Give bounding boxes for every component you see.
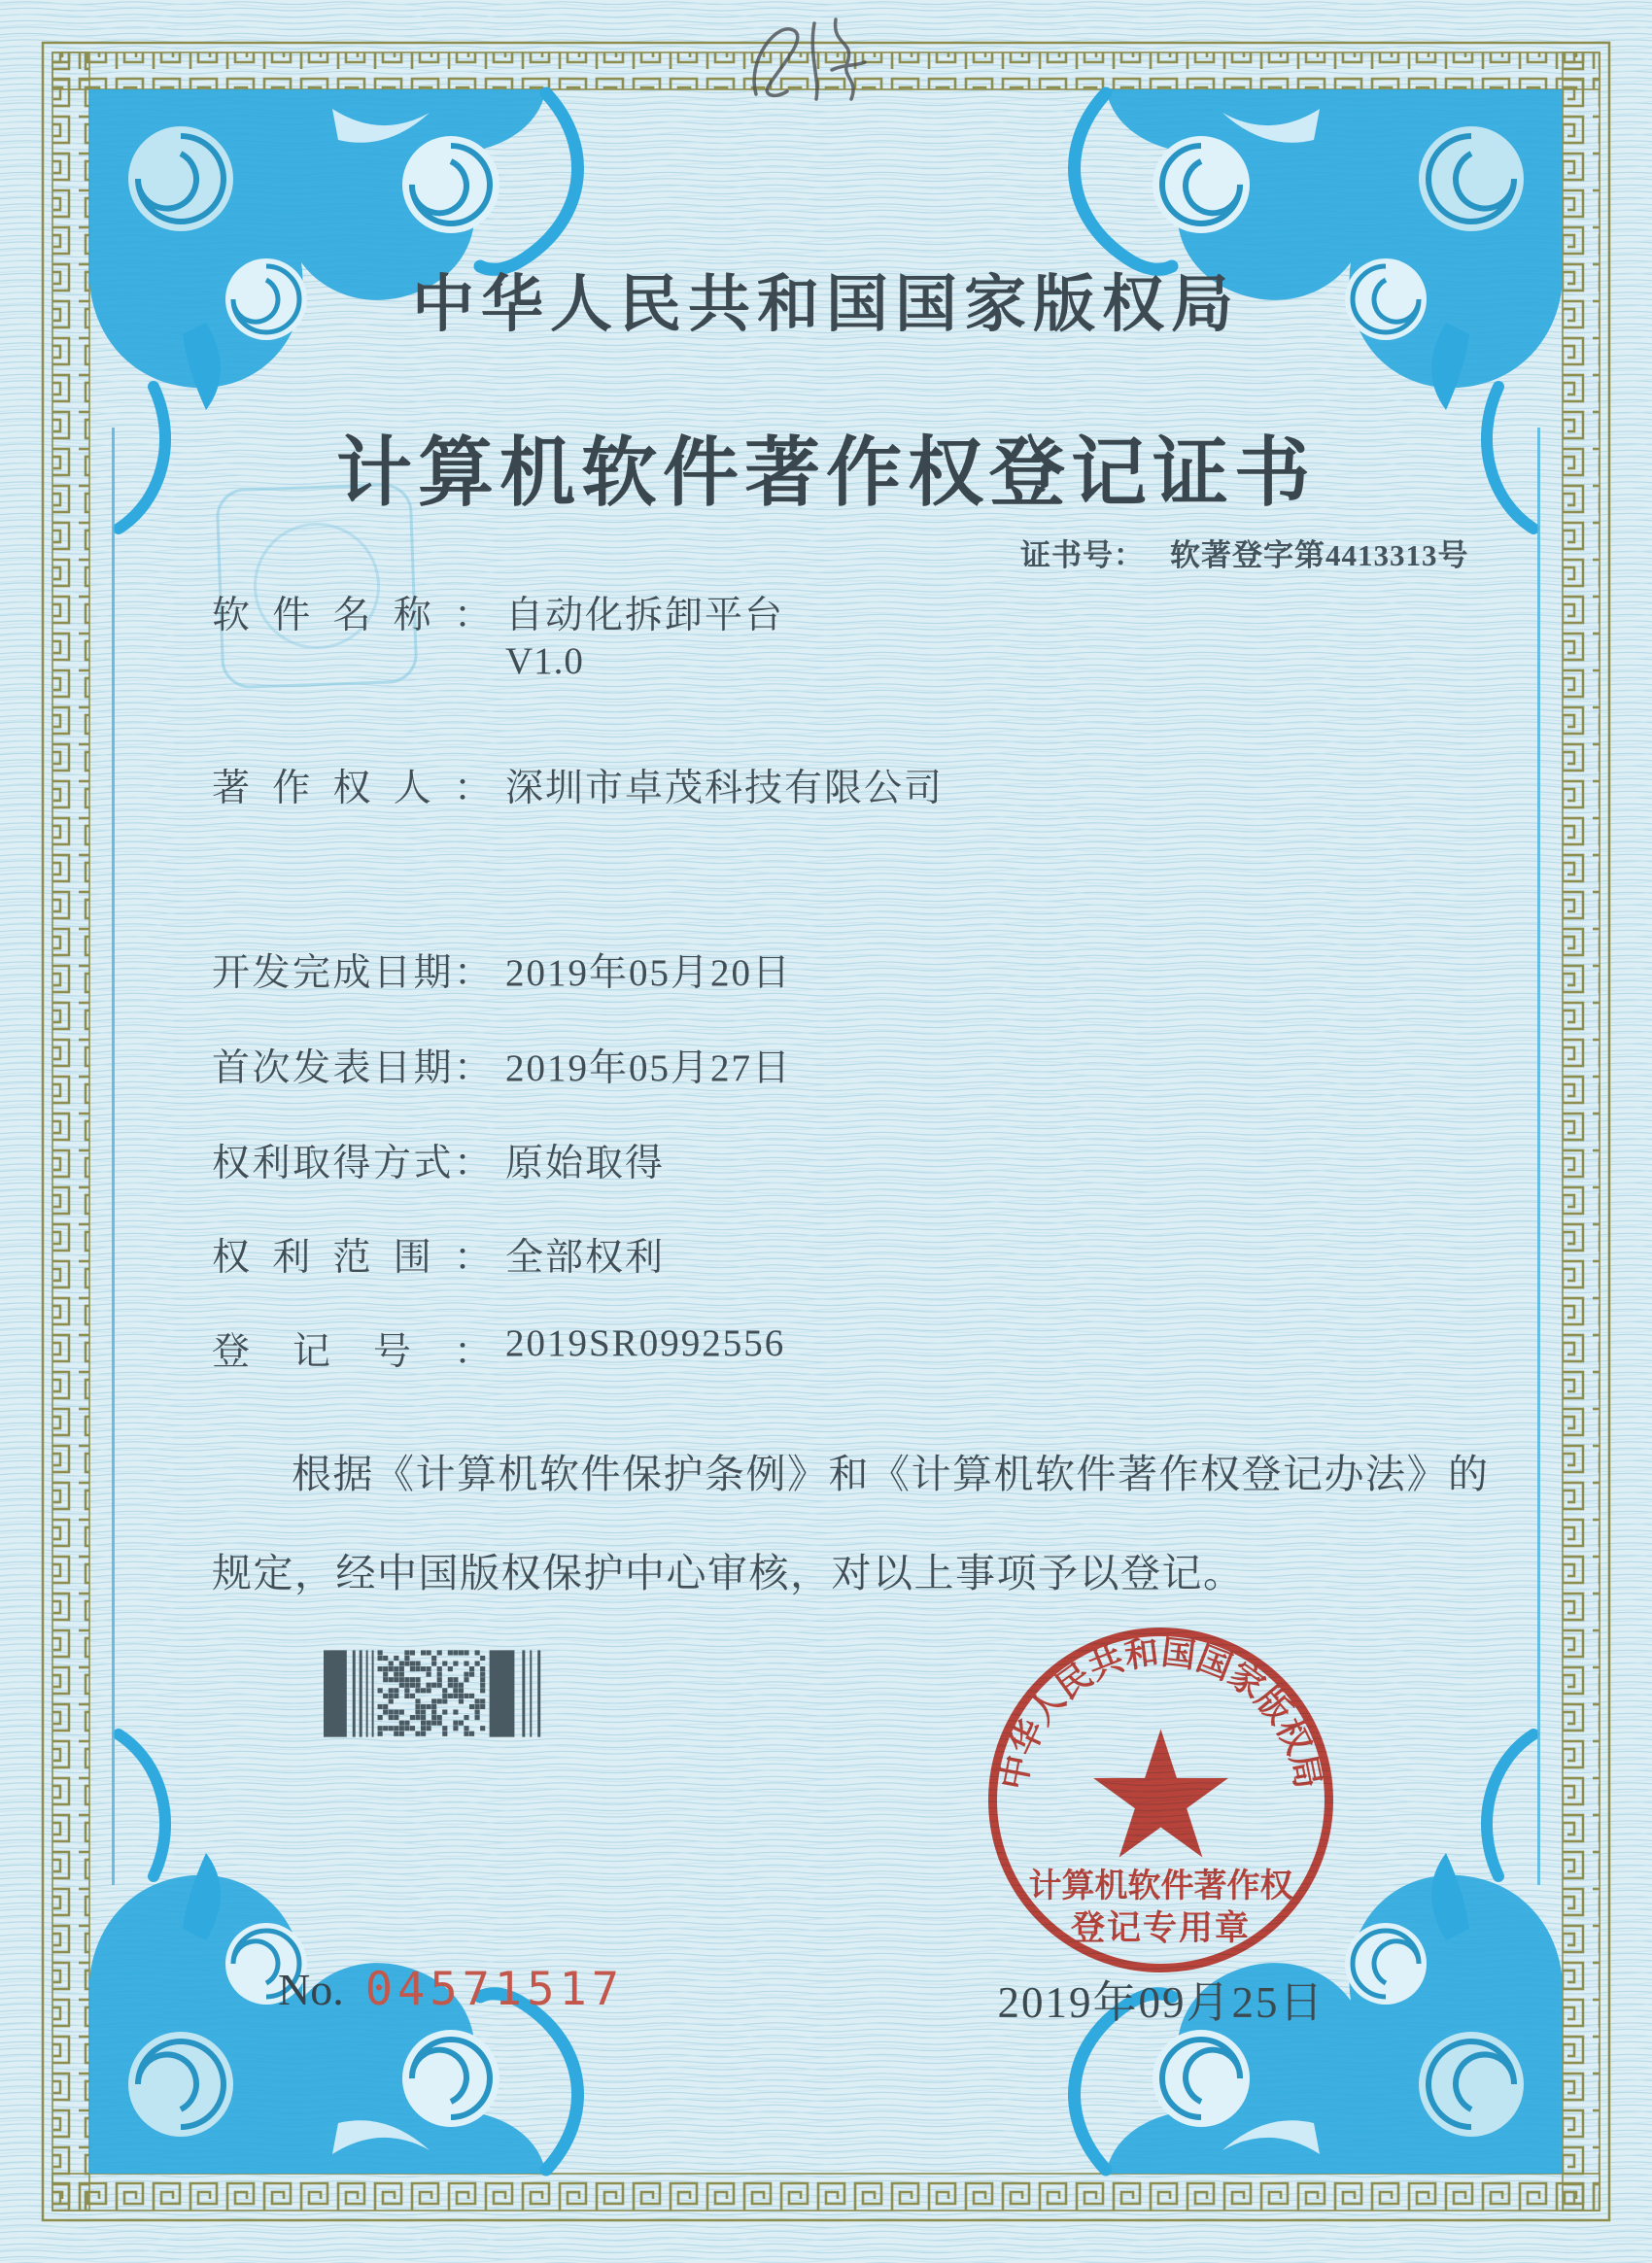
- seal-line1: 计算机软件著作权: [1028, 1869, 1293, 1904]
- field-first-publish-date: [212, 1038, 792, 1092]
- field-right-acquisition: [212, 1133, 665, 1187]
- field-software-name: [212, 585, 784, 639]
- field-label: 开发完成日期：: [212, 952, 492, 994]
- seal-star: [1093, 1730, 1228, 1858]
- serial-label: No.: [278, 1965, 344, 2014]
- issue-date: 2019年09月25日: [997, 1978, 1325, 2027]
- field-label: 软件名称：: [212, 595, 492, 636]
- serial-number: 04571517: [364, 1963, 625, 2016]
- field-value: 全部权利: [505, 1237, 666, 1279]
- field-label: 登记号：: [212, 1331, 492, 1373]
- field-label: 权利范围：: [212, 1237, 492, 1279]
- field-label: 权利取得方式：: [212, 1143, 492, 1184]
- field-copyright-owner: [212, 758, 944, 812]
- field-value: 自动化拆卸平台: [505, 595, 785, 636]
- barcode: [324, 1650, 565, 1737]
- right-inner-rule: [1537, 428, 1540, 1885]
- seal-ring-text: 中华人民共和国国家版权局: [994, 1633, 1327, 1793]
- certificate-number-value: 软著登字第4413313号: [1170, 538, 1469, 572]
- certificate-number-label: 证书号：: [1020, 538, 1145, 572]
- field-value: 深圳市卓茂科技有限公司: [505, 768, 945, 809]
- official-red-seal: [974, 1613, 1348, 1987]
- handwritten-mark: [739, 2, 904, 119]
- field-right-scope: [212, 1227, 665, 1282]
- field-value: 2019年05月20日: [505, 952, 793, 994]
- authority-title: 中华人民共和国国家版权局: [412, 270, 1240, 339]
- field-value: 2019SR0992556: [505, 1322, 786, 1364]
- certificate-number: [1020, 531, 1469, 574]
- certificate-title: 计算机软件著作权登记证书: [335, 430, 1316, 515]
- field-label: 首次发表日期：: [212, 1047, 492, 1089]
- field-dev-complete-date: [212, 943, 792, 997]
- serial-number-row: [278, 1963, 624, 2016]
- field-registration-no: [212, 1321, 785, 1376]
- statement-line-2: 规定，经中国版权保护中心审核，对以上事项予以登记。: [212, 1551, 1245, 1595]
- software-version: V1.0: [505, 640, 584, 682]
- left-inner-rule: [112, 428, 115, 1885]
- statement-line-1: 根据《计算机软件保护条例》和《计算机软件著作权登记办法》的: [292, 1452, 1490, 1496]
- seal-line2: 登记专用章: [1070, 1909, 1252, 1947]
- field-value: 2019年05月27日: [505, 1047, 793, 1089]
- field-label: 著作权人：: [212, 768, 492, 809]
- field-value: 原始取得: [505, 1143, 666, 1184]
